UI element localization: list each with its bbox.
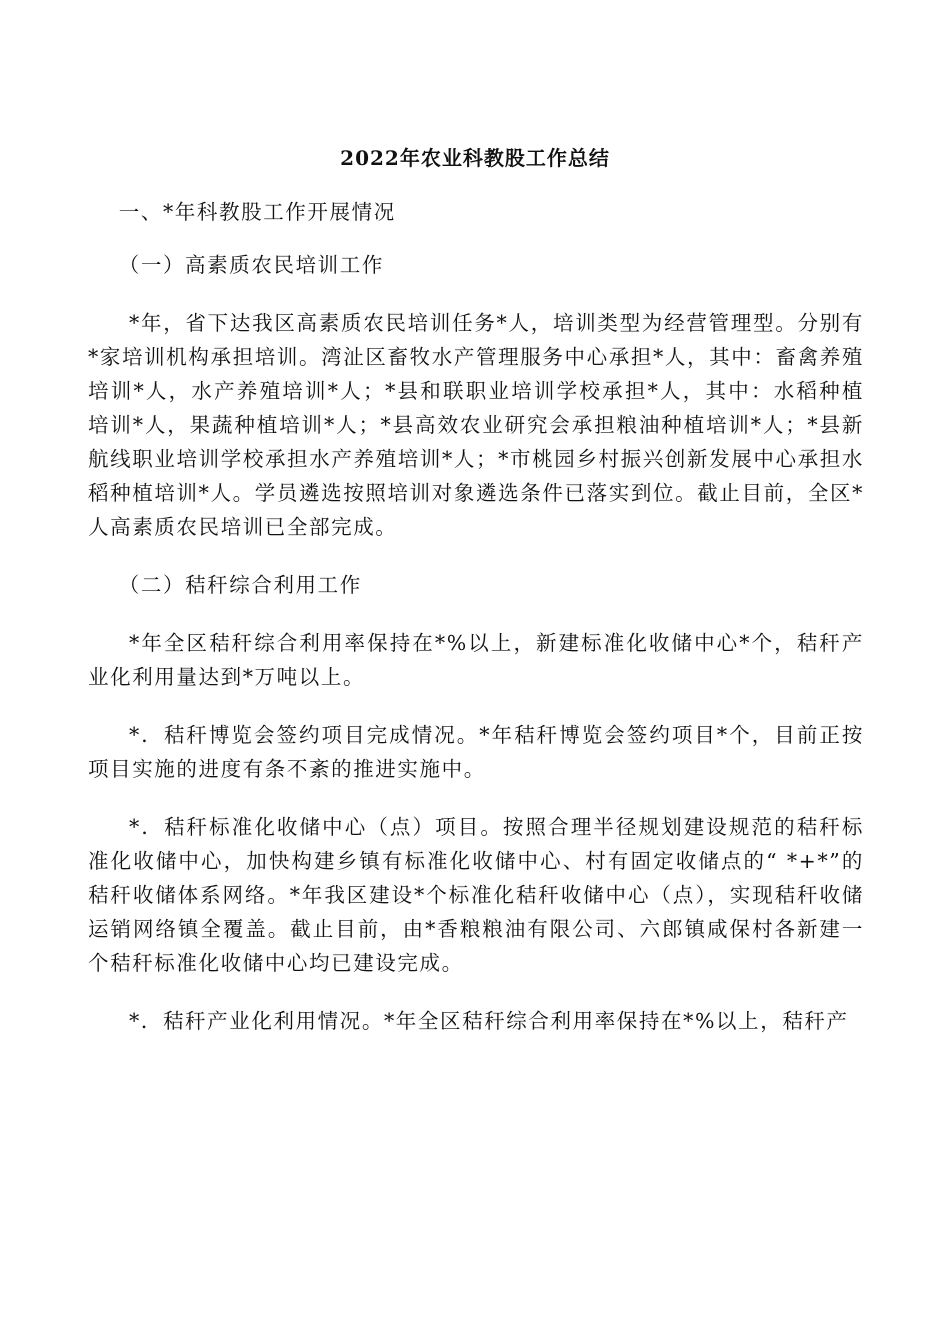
subsection-heading-1: （一）高素质农民培训工作 [118, 253, 384, 277]
document-body [88, 195, 864, 1038]
paragraph-expo-projects: *．秸秆博览会签约项目完成情况。*年秸秆博览会签约项目*个，目前正按项目实施的进度有条不紊的推进实施中。 [88, 723, 864, 781]
paragraph-storage-centers: *．秸秆标准化收储中心（点）项目。按照合理半径规划建设规范的秸秆标准化收储中心，加快构建乡镇有标准化收储中心、村有固定收储点的“ *+*”的秸秆收储体系网络。*年我区建设*个标准化秸秆收储中心（点），实现秸秆收储运销网络镇全覆盖。截止目前，由*香粮粮油有限公司、六郎镇咸保村各新建一个秸秆标准化收储中心均已建设完成。 [88, 815, 864, 975]
paragraph-straw-utilization: *年全区秸秆综合利用率保持在*%以上，新建标准化收储中心*个，秸秆产业化利用量达到*万吨以上。 [88, 631, 864, 689]
document-title: 2022年农业科教股工作总结 [340, 146, 610, 170]
paragraph-farmer-training: *年，省下达我区高素质农民培训任务*人，培训类型为经营管理型。分别有*家培训机构承担培训。湾沚区畜牧水产管理服务中心承担*人，其中：畜禽养殖培训*人，水产养殖培训*人；*县和联职业培训学校承担*人，其中：水稻种植培训*人，果蔬种植培训*人；*县高效农业研究会承担粮油种植培训*人；*县新航线职业培训学校承担水产养殖培训*人；*市桃园乡村振兴创新发展中心承担水稻种植培训*人。学员遴选按照培训对象遴选条件已落实到位。截止目前，全区*人高素质农民培训已全部完成。 [88, 311, 864, 539]
paragraph-industrial-use: *．秸秆产业化利用情况。*年全区秸秆综合利用率保持在*%以上，秸秆产 [129, 1009, 849, 1033]
subsection-heading-2: （二）秸秆综合利用工作 [118, 573, 362, 597]
section-heading-1: 一、*年科教股工作开展情况 [118, 200, 396, 224]
